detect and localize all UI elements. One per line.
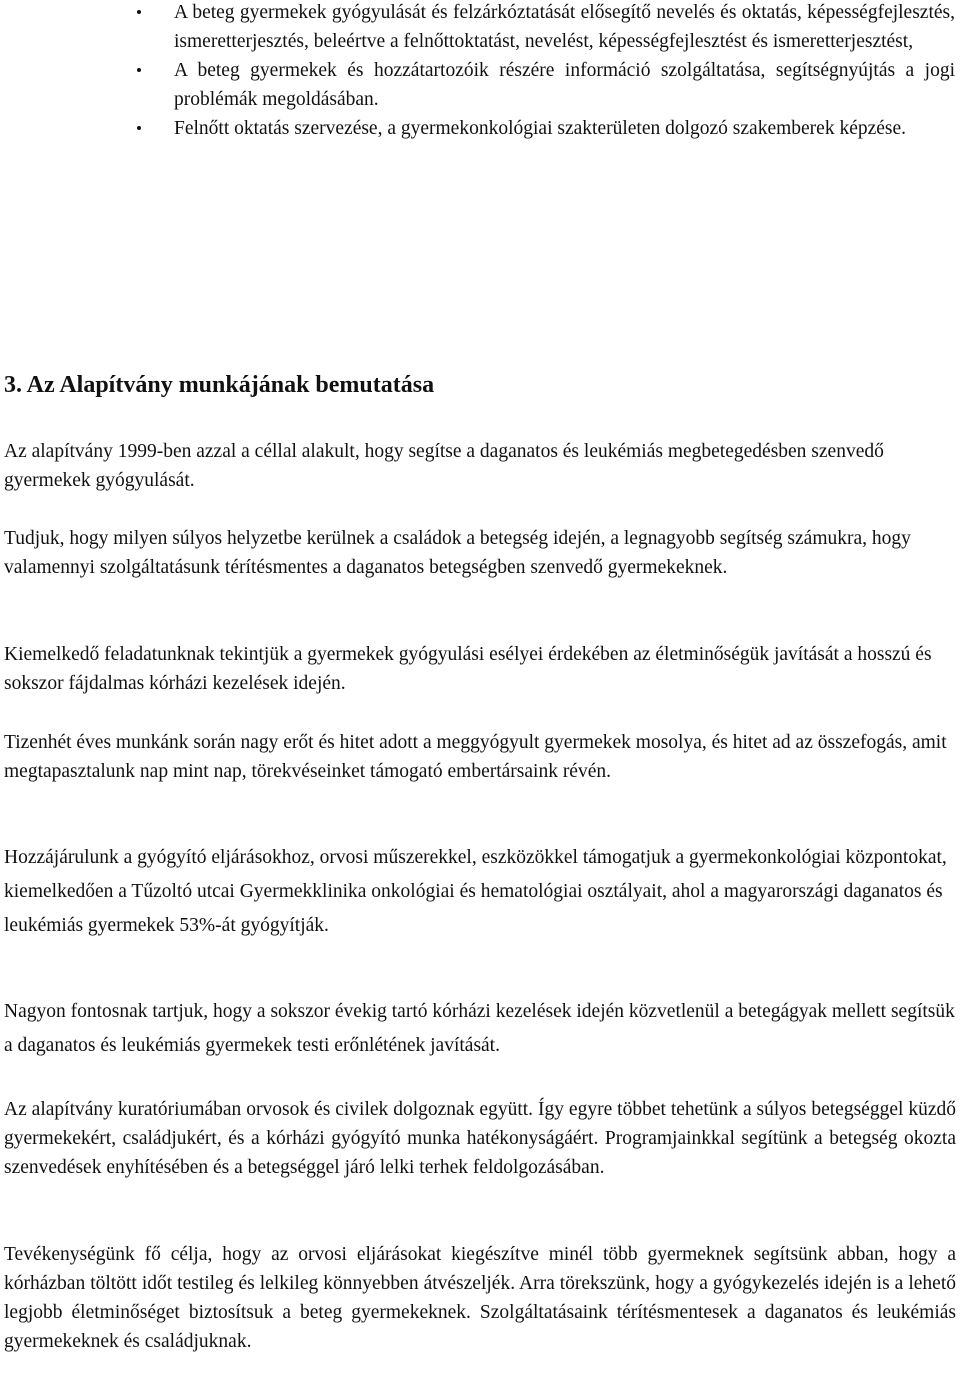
section-heading: 3. Az Alapítvány munkájának bemutatása bbox=[4, 372, 435, 398]
bullet-list bbox=[0, 0, 960, 143]
paragraph-seventeen-years: Tizenhét éves munkánk során nagy erőt és hitet adott a meggyógyult gyermekek mosolya, és hitet ad az összefogás, amit megtapasztalunk nap mint nap, törekvéseinket támogató embertársaink révén. bbox=[4, 732, 947, 782]
bullet-item bbox=[0, 56, 960, 114]
paragraph-quality-of-life: Kiemelkedő feladatunknak tekintjük a gyermekek gyógyulási esélyei érdekében az életminőségük javítását a hosszú és sokszor fájdalmas kórházi kezelések idején. bbox=[4, 644, 932, 694]
paragraph-bedside-fitness: Nagyon fontosnak tartjuk, hogy a sokszor évekig tartó kórházi kezelések idején közvetlenül a betegágyak mellett segítsük a daganatos és leukémiás gyermekek testi erőnlétének javítását. bbox=[4, 1001, 955, 1056]
bullet-text: Felnőtt oktatás szervezése, a gyermekonkológiai szakterületen dolgozó szakemberek képzése. bbox=[174, 118, 907, 139]
bullet-text: A beteg gyermekek és hozzátartozóik részére információ szolgáltatása, segítségnyújtás a jogi problémák megoldásában. bbox=[174, 60, 955, 110]
paragraph-founding: Az alapítvány 1999-ben azzal a céllal alakult, hogy segítse a daganatos és leukémiás megbetegedésben szenvedő gyermekek gyógyulását. bbox=[4, 441, 884, 491]
bullet-item bbox=[0, 0, 960, 56]
paragraph-free-services: Tudjuk, hogy milyen súlyos helyzetbe kerülnek a családok a betegség idején, a legnagyobb segítség számukra, hogy valamennyi szolgáltatásunk térítésmentes a daganatos betegségben szenvedő gyermekeknek. bbox=[4, 528, 911, 578]
paragraph-main-goal: Tevékenységünk fő célja, hogy az orvosi eljárásokat kiegészítve minél több gyermeknek segítsünk abban, hogy a kórházban töltött időt testileg és lelkileg könnyebben átvészeljék. Arra törekszünk, hogy a gyógykezelés idején is a lehető legjobb életminőséget biztosítsuk a beteg gyermekeknek. Szolgáltatásaink térítésmentesek a daganatos és leukémiás gyermekeknek és családjuknak. bbox=[4, 1244, 956, 1352]
paragraph-board: Az alapítvány kuratóriumában orvosok és civilek dolgoznak együtt. Így egyre többet tehetünk a súlyos betegséggel küzdő gyermekekért, családjukért, és a kórházi gyógyító munka hatékonyságáért. Programjainkkal segítünk a betegség okozta szenvedések enyhítésében és a betegséggel járó lelki terhek feldolgozásában. bbox=[4, 1099, 956, 1178]
bullet-icon bbox=[137, 10, 141, 14]
bullet-text: A beteg gyermekek gyógyulását és felzárkóztatását elősegítő nevelés és oktatás, képességfejlesztés, ismeretterjesztés, beleértve a felnőttoktatást, nevelést, képességfejlesztést és ismeretterjesztést, bbox=[174, 2, 955, 52]
paragraph-medical-support: Hozzájárulunk a gyógyító eljárásokhoz, orvosi műszerekkel, eszközökkel támogatjuk a gyermekonkológiai központokat, kiemelkedően a Tűzoltó utcai Gyermekklinika onkológiai és hematológiai osztályait, ahol a magyarországi daganatos és leukémiás gyermekek 53%-át gyógyítják. bbox=[4, 847, 947, 936]
bullet-icon bbox=[137, 126, 141, 130]
bullet-icon bbox=[137, 68, 141, 72]
bullet-item bbox=[0, 114, 960, 143]
